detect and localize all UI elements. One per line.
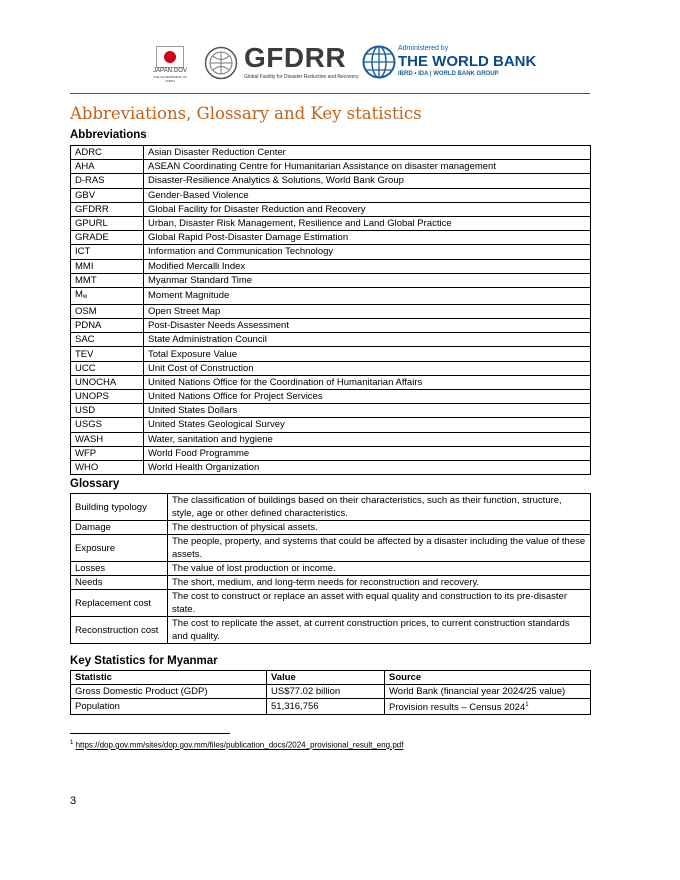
table-cell: US$77.02 billion — [267, 685, 385, 699]
table-cell: Moment Magnitude — [144, 287, 591, 304]
table-cell: United States Geological Survey — [144, 418, 591, 432]
wb-subtitle: IBRD • IDA | WORLD BANK GROUP — [398, 71, 499, 77]
table-row — [71, 304, 591, 318]
japan-logo — [152, 46, 188, 84]
table-cell: MMI — [71, 259, 144, 273]
footnote-reference: 1 — [525, 702, 529, 708]
gfdrr-wordmark: GFDRR — [244, 42, 347, 73]
gfdrr-tagline: Global Facility for Disaster Reduction and Recovery — [244, 74, 359, 80]
footnote-link[interactable]: https://dop.gov.mm/sites/dop.gov.mm/files/publication_docs/2024_provisional_result_eng.pdf — [75, 740, 404, 750]
footnote-divider — [70, 733, 230, 734]
table-cell: ASEAN Coordinating Centre for Humanitarian Assistance on disaster management — [144, 160, 591, 174]
header-divider — [70, 93, 590, 94]
table-cell: SAC — [71, 333, 144, 347]
table-cell: State Administration Council — [144, 333, 591, 347]
table-cell: GBV — [71, 188, 144, 202]
wb-administered-by: Administered by — [398, 45, 449, 52]
table-cell: Exposure — [71, 535, 168, 562]
table-row — [71, 273, 591, 287]
table-cell: GFDRR — [71, 202, 144, 216]
table-row — [71, 216, 591, 230]
table-row — [71, 188, 591, 202]
wb-name: THE WORLD BANK — [398, 53, 537, 70]
table-cell: Gross Domestic Product (GDP) — [71, 685, 267, 699]
table-cell: United Nations Office for Project Services — [144, 390, 591, 404]
table-cell: The classification of buildings based on their characteristics, such as their function, structure, style, age or other defined characteristics. — [168, 494, 591, 521]
table-cell: WFP — [71, 446, 144, 460]
table-row — [71, 231, 591, 245]
glossary-heading: Glossary — [70, 478, 120, 490]
table-row — [71, 333, 591, 347]
table-cell: UCC — [71, 361, 144, 375]
table-cell: The short, medium, and long-term needs for reconstruction and recovery. — [168, 576, 591, 590]
table-cell: USGS — [71, 418, 144, 432]
table-row — [71, 404, 591, 418]
world-bank-logo — [362, 44, 537, 84]
table-cell: USD — [71, 404, 144, 418]
table-cell: Reconstruction cost — [71, 617, 168, 644]
table-cell: Water, sanitation and hygiene — [144, 432, 591, 446]
japan-logo-text: JAPAN.GOV THE GOVERNMENT OF JAPAN — [153, 68, 187, 83]
table-cell: The destruction of physical assets. — [168, 521, 591, 535]
table-row — [71, 521, 591, 535]
table-cell: Unit Cost of Construction — [144, 361, 591, 375]
table-row — [71, 375, 591, 389]
gfdrr-globe-icon — [204, 46, 238, 80]
table-cell: UNOPS — [71, 390, 144, 404]
table-cell: Disaster-Resilience Analytics & Solutions, World Bank Group — [144, 174, 591, 188]
key-statistics-heading: Key Statistics for Myanmar — [70, 655, 218, 667]
table-row — [71, 590, 591, 617]
table-cell: ADRC — [71, 146, 144, 160]
column-header: Source — [385, 671, 591, 685]
table-row — [71, 390, 591, 404]
table-cell: 51,316,756 — [267, 699, 385, 715]
table-row — [71, 259, 591, 273]
gfdrr-logo — [204, 42, 359, 84]
table-cell: AHA — [71, 160, 144, 174]
table-cell: Damage — [71, 521, 168, 535]
key-statistics-table — [70, 670, 591, 715]
table-cell: Replacement cost — [71, 590, 168, 617]
table-row — [71, 361, 591, 375]
glossary-table — [70, 493, 591, 644]
table-row — [71, 446, 591, 460]
table-cell: The value of lost production or income. — [168, 562, 591, 576]
table-cell: Mw — [71, 287, 144, 304]
table-cell: Asian Disaster Reduction Center — [144, 146, 591, 160]
abbreviations-table — [70, 145, 591, 475]
table-row — [71, 617, 591, 644]
table-cell: The cost to replicate the asset, at current construction prices, to current construction standards and quality. — [168, 617, 591, 644]
table-row — [71, 202, 591, 216]
table-cell: World Food Programme — [144, 446, 591, 460]
footnote-number: 1 — [70, 740, 74, 746]
table-header-row — [71, 671, 591, 685]
table-cell: TEV — [71, 347, 144, 361]
table-cell: Urban, Disaster Risk Management, Resilience and Land Global Practice — [144, 216, 591, 230]
table-row — [71, 146, 591, 160]
table-cell: Myanmar Standard Time — [144, 273, 591, 287]
column-header: Value — [267, 671, 385, 685]
table-cell: United States Dollars — [144, 404, 591, 418]
column-header: Statistic — [71, 671, 267, 685]
table-cell: PDNA — [71, 319, 144, 333]
table-row — [71, 685, 591, 699]
table-row — [71, 562, 591, 576]
table-cell: Global Rapid Post-Disaster Damage Estimation — [144, 231, 591, 245]
table-cell: Global Facility for Disaster Reduction and Recovery — [144, 202, 591, 216]
table-cell: WASH — [71, 432, 144, 446]
table-row — [71, 494, 591, 521]
table-cell: World Health Organization — [144, 460, 591, 474]
table-cell: Provision results – Census 2024$^1$ — [385, 699, 591, 715]
table-cell: Gender-Based Violence — [144, 188, 591, 202]
table-row — [71, 174, 591, 188]
page-number: 3 — [70, 795, 77, 807]
table-row — [71, 319, 591, 333]
table-row — [71, 287, 591, 304]
table-cell: GRADE — [71, 231, 144, 245]
table-cell: UNOCHA — [71, 375, 144, 389]
table-row — [71, 576, 591, 590]
page-title: Abbreviations, Glossary and Key statistics — [70, 104, 422, 123]
table-cell: Modified Mercalli Index — [144, 259, 591, 273]
table-cell: Open Street Map — [144, 304, 591, 318]
table-row — [71, 245, 591, 259]
table-cell: The cost to construct or replace an asset with equal quality and construction to its pre-disaster state. — [168, 590, 591, 617]
table-row — [71, 460, 591, 474]
table-cell: Information and Communication Technology — [144, 245, 591, 259]
table-cell: The people, property, and systems that could be affected by a disaster including the value of these assets. — [168, 535, 591, 562]
subscript: w — [82, 293, 88, 300]
table-row — [71, 160, 591, 174]
table-cell: GPURL — [71, 216, 144, 230]
table-cell: MMT — [71, 273, 144, 287]
table-cell: Building typology — [71, 494, 168, 521]
world-bank-globe-icon — [362, 44, 396, 80]
table-cell: Population — [71, 699, 267, 715]
table-cell: ICT — [71, 245, 144, 259]
table-row — [71, 535, 591, 562]
table-cell: Total Exposure Value — [144, 347, 591, 361]
table-cell: WHO — [71, 460, 144, 474]
japan-flag-icon — [156, 46, 184, 68]
table-row — [71, 699, 591, 715]
footnote — [70, 740, 403, 750]
table-cell: World Bank (financial year 2024/25 value) — [385, 685, 591, 699]
table-cell: Needs — [71, 576, 168, 590]
table-row — [71, 432, 591, 446]
abbreviations-heading: Abbreviations — [70, 129, 147, 141]
table-cell: Post-Disaster Needs Assessment — [144, 319, 591, 333]
table-row — [71, 418, 591, 432]
table-cell: United Nations Office for the Coordination of Humanitarian Affairs — [144, 375, 591, 389]
table-cell: OSM — [71, 304, 144, 318]
table-cell: D-RAS — [71, 174, 144, 188]
table-cell: Losses — [71, 562, 168, 576]
table-row — [71, 347, 591, 361]
